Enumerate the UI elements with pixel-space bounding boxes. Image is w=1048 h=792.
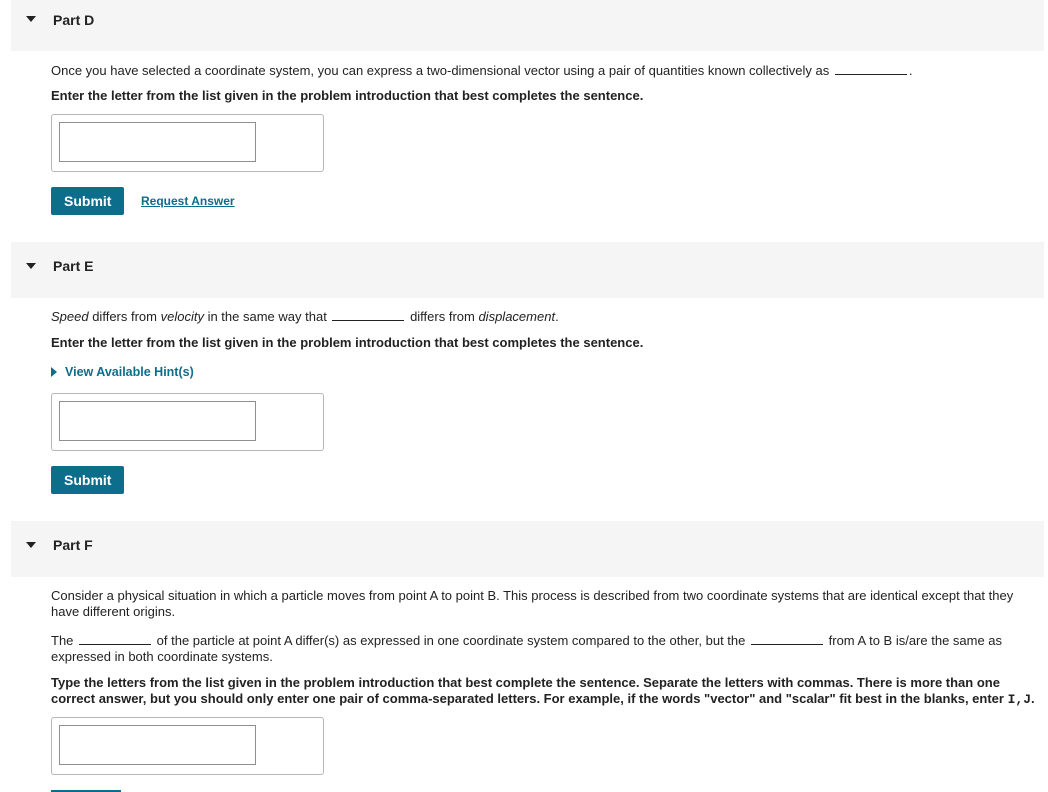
part-d-question: Once you have selected a coordinate system, you can express a two-dimensional vector using a pair of quantities known collectively as . <box>51 63 913 78</box>
part-f-answer-container <box>51 717 324 775</box>
part-d-answer-input[interactable] <box>59 122 256 162</box>
part-e-answer-input[interactable] <box>59 401 256 441</box>
part-f-question: The of the particle at point A differ(s) as expressed in one coordinate system compared to the other, but the from A to B is/are the same as expressed in both coordinate systems. <box>51 633 1003 664</box>
part-d-header[interactable] <box>11 0 1044 51</box>
part-d-request-answer-link[interactable]: Request Answer <box>141 194 235 208</box>
part-f-instruction: Type the letters from the list given in the problem introduction that best complete the sentence. Separate the letters with commas. There is more than one correct answer, but you should only enter one pair of comma-separated letters. For example, if the words "vector" and "scalar" fit best in the blanks, enter I,J. <box>51 675 1035 707</box>
caret-right-icon <box>51 367 57 377</box>
answer-blank <box>79 633 151 645</box>
part-e-instruction: Enter the letter from the list given in the problem introduction that best completes the sentence. <box>51 335 644 350</box>
part-f-answer-input[interactable] <box>59 725 256 765</box>
answer-blank <box>751 633 823 645</box>
part-d-instruction: Enter the letter from the list given in the problem introduction that best completes the sentence. <box>51 88 644 103</box>
part-e-header[interactable] <box>11 242 1044 298</box>
part-e-answer-container <box>51 393 324 451</box>
part-e-submit-button[interactable]: Submit <box>51 466 124 494</box>
answer-blank <box>835 63 907 75</box>
part-f-header[interactable] <box>11 521 1044 577</box>
caret-down-icon[interactable] <box>26 542 36 548</box>
part-e-question: Speed differs from velocity in the same way that differs from displacement. <box>51 309 559 324</box>
part-e-hint-toggle[interactable]: View Available Hint(s) <box>51 365 194 379</box>
part-f-title: Part F <box>53 537 93 553</box>
part-d-title: Part D <box>53 12 95 28</box>
answer-blank <box>332 309 404 321</box>
part-d-submit-button[interactable]: Submit <box>51 187 124 215</box>
part-e-title: Part E <box>53 258 94 274</box>
part-d-answer-container <box>51 114 324 172</box>
example-answer: I,J <box>1007 692 1031 707</box>
part-f-intro: Consider a physical situation in which a particle moves from point A to point B. This process is described from two coordinate systems that are identical except that they have different origins. <box>51 588 1014 619</box>
caret-down-icon[interactable] <box>26 16 36 22</box>
caret-down-icon[interactable] <box>26 263 36 269</box>
